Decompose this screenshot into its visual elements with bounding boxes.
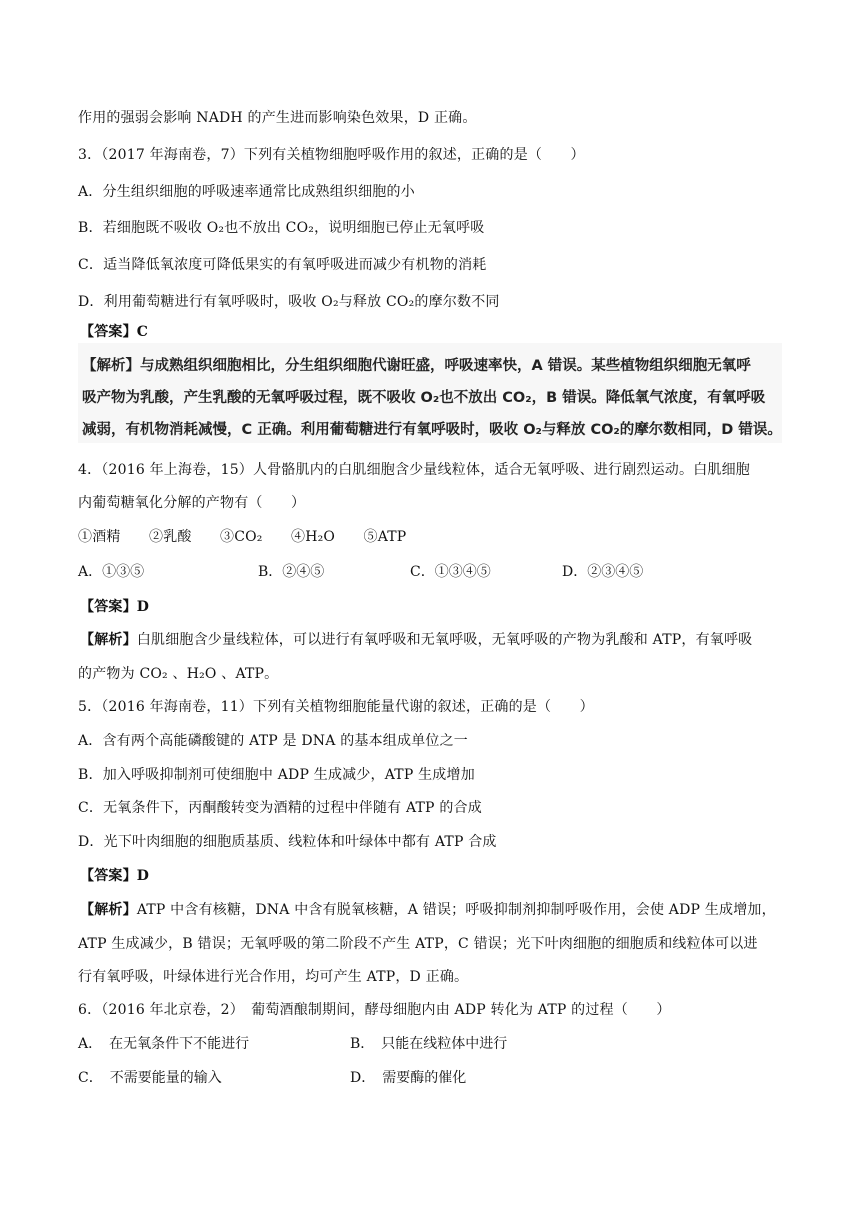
question-3-option-a: A．分生组织细胞的呼吸速率通常比成熟组织细胞的小 bbox=[78, 184, 415, 200]
question-4-option-d: D．②③④⑤ bbox=[562, 564, 644, 580]
explanation-text: 白肌细胞含少量线粒体，可以进行有氧呼吸和无氧呼吸，无氧呼吸的产物为乳酸和 ATP，有氧呼吸 bbox=[136, 632, 753, 648]
question-6-option-d: D． 需要酶的催化 bbox=[350, 1070, 467, 1086]
question-3-option-c: C．适当降低氧浓度可降低果实的有氧呼吸进而减少有机物的消耗 bbox=[78, 257, 487, 273]
question-6-stem: 6．（2016 年北京卷，2） 葡萄酒酿制期间，酵母细胞内由 ADP 转化为 ATP 的过程（ ） bbox=[78, 1002, 671, 1018]
question-5-stem: 5．（2016 年海南卷，11）下列有关植物细胞能量代谢的叙述，正确的是（ ） bbox=[78, 699, 594, 715]
question-6-option-b: B． 只能在线粒体中进行 bbox=[350, 1036, 508, 1052]
question-4-explanation bbox=[80, 630, 752, 650]
question-5-explanation-cont: 行有氧呼吸，叶绿体进行光合作用，均可产生 ATP，D 正确。 bbox=[78, 969, 469, 985]
question-3-answer: 【答案】C bbox=[80, 324, 149, 340]
question-3-stem: 3．（2017 年海南卷，7）下列有关植物细胞呼吸作用的叙述，正确的是（ ） bbox=[78, 147, 585, 163]
explanation-line: 减弱，有机物消耗减慢，C 正确。利用葡萄糖进行有氧呼吸时，吸收 O₂与释放 CO₂的摩尔数相同，D 错误。 bbox=[82, 422, 782, 438]
question-4-stem-cont: 内葡萄糖氧化分解的产物有（ ） bbox=[78, 495, 306, 511]
question-6-option-a: A． 在无氧条件下不能进行 bbox=[78, 1036, 250, 1052]
question-4-answer: 【答案】D bbox=[80, 599, 150, 615]
question-5-answer: 【答案】D bbox=[80, 868, 150, 884]
explanation-label: 【解析】 bbox=[80, 632, 137, 648]
question-5-option-a: A．含有两个高能磷酸键的 ATP 是 DNA 的基本组成单位之一 bbox=[78, 733, 468, 749]
question-3-explanation-image bbox=[78, 343, 782, 443]
explanation-line: 【解析】与成熟组织细胞相比，分生组织细胞代谢旺盛，呼吸速率快，A 错误。某些植物组织细胞无氧呼 bbox=[82, 358, 751, 374]
question-5-option-d: D．光下叶肉细胞的细胞质基质、线粒体和叶绿体中都有 ATP 合成 bbox=[78, 834, 497, 850]
question-3-option-b: B．若细胞既不吸收 O₂也不放出 CO₂，说明细胞已停止无氧呼吸 bbox=[78, 220, 485, 236]
question-4-explanation-cont: 的产物为 CO₂ 、H₂O 、ATP。 bbox=[78, 666, 279, 682]
explanation-text: ATP 中含有核糖，DNA 中含有脱氧核糖，A 错误；呼吸抑制剂抑制呼吸作用，会使 ADP 生成增加， bbox=[136, 902, 776, 918]
text-line: 作用的强弱会影响 NADH 的产生进而影响染色效果，D 正确。 bbox=[78, 110, 477, 126]
question-4-stem: 4．（2016 年上海卷，15）人骨骼肌内的白肌细胞含少量线粒体，适合无氧呼吸、进行剧烈运动。白肌细胞 bbox=[78, 462, 750, 478]
question-4-option-c: C．①③④⑤ bbox=[410, 564, 491, 580]
question-5-explanation bbox=[80, 900, 776, 920]
question-4-option-b: B．②④⑤ bbox=[258, 564, 325, 580]
explanation-line: 吸产物为乳酸，产生乳酸的无氧呼吸过程，既不吸收 O₂也不放出 CO₂，B 错误。降低氧气浓度，有氧呼吸 bbox=[82, 390, 766, 406]
question-5-option-b: B．加入呼吸抑制剂可使细胞中 ADP 生成减少，ATP 生成增加 bbox=[78, 767, 475, 783]
question-3-option-d: D．利用葡萄糖进行有氧呼吸时，吸收 O₂与释放 CO₂的摩尔数不同 bbox=[78, 294, 500, 310]
question-5-option-c: C．无氧条件下，丙酮酸转变为酒精的过程中伴随有 ATP 的合成 bbox=[78, 800, 482, 816]
question-6-option-c: C． 不需要能量的输入 bbox=[78, 1070, 222, 1086]
question-4-items: ①酒精 ②乳酸 ③CO₂ ④H₂O ⑤ATP bbox=[78, 529, 407, 545]
explanation-label: 【解析】 bbox=[80, 902, 137, 918]
question-4-option-a: A．①③⑤ bbox=[78, 564, 145, 580]
question-5-explanation-cont: ATP 生成减少，B 错误；无氧呼吸的第二阶段不产生 ATP，C 错误；光下叶肉细胞的细胞质和线粒体可以进 bbox=[78, 936, 758, 952]
